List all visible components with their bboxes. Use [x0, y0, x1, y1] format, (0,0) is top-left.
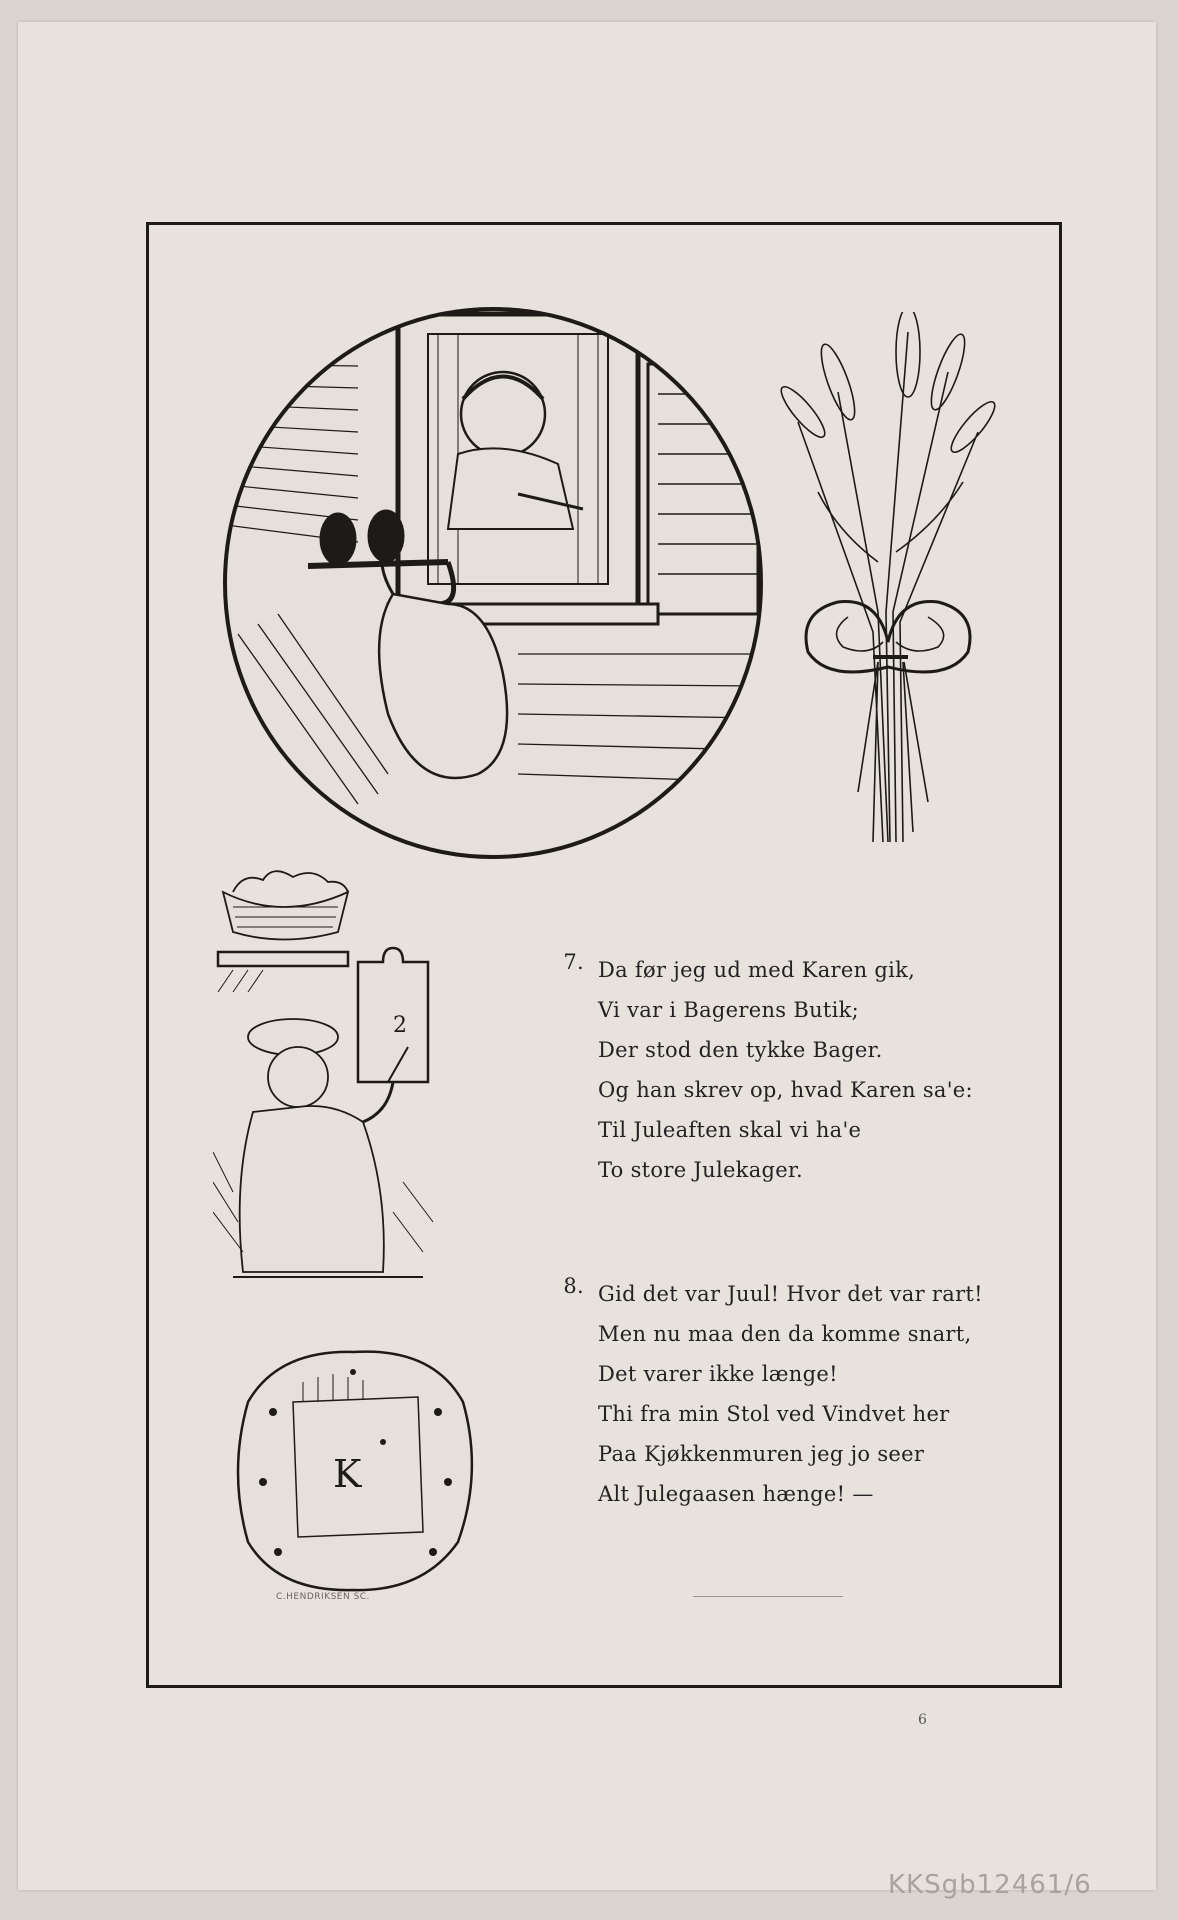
poem-line: Der stod den tykke Bager.: [598, 1038, 883, 1062]
poem-line: To store Julekager.: [598, 1158, 804, 1182]
poem-line: Og han skrev op, hvad Karen sa'e:: [598, 1078, 973, 1102]
end-rule: [693, 1596, 843, 1597]
wheat-pretzel-icon: [778, 312, 998, 847]
page-number: 6: [918, 1712, 927, 1728]
poem-line: Paa Kjøkkenmuren jeg jo seer: [598, 1442, 925, 1466]
poem-line: Men nu maa den da komme snart,: [598, 1322, 972, 1346]
engraver-signature: C.HENDRIKSEN SC.: [276, 1592, 370, 1602]
svg-text:2: 2: [393, 1013, 407, 1038]
stanza-number: 8.: [563, 1274, 584, 1298]
poem-line: Til Juleaften skal vi ha'e: [598, 1118, 862, 1142]
poem-line: Vi var i Bagerens Butik;: [598, 998, 860, 1022]
christmas-cake-icon: [233, 1342, 478, 1607]
catalog-mark: KKSgb12461/6: [888, 1870, 1092, 1900]
poem-line: Gid det var Juul! Hvor det var rart!: [598, 1282, 983, 1306]
child-window-goose-icon: [218, 304, 768, 862]
stanza: [556, 950, 1016, 1190]
stanza-number: 7.: [563, 950, 584, 974]
poem-line: Alt Julegaasen hænge! —: [598, 1482, 874, 1506]
poem-line: Det varer ikke længe!: [598, 1362, 838, 1386]
stanza: [556, 1274, 1016, 1514]
poem-line: Thi fra min Stol ved Vindvet her: [598, 1402, 950, 1426]
poem: [556, 950, 1016, 1598]
svg-text:K: K: [333, 1452, 362, 1496]
baker-icon: [213, 852, 493, 1322]
print-sheet: [18, 22, 1156, 1890]
poem-line: Da før jeg ud med Karen gik,: [598, 958, 916, 982]
